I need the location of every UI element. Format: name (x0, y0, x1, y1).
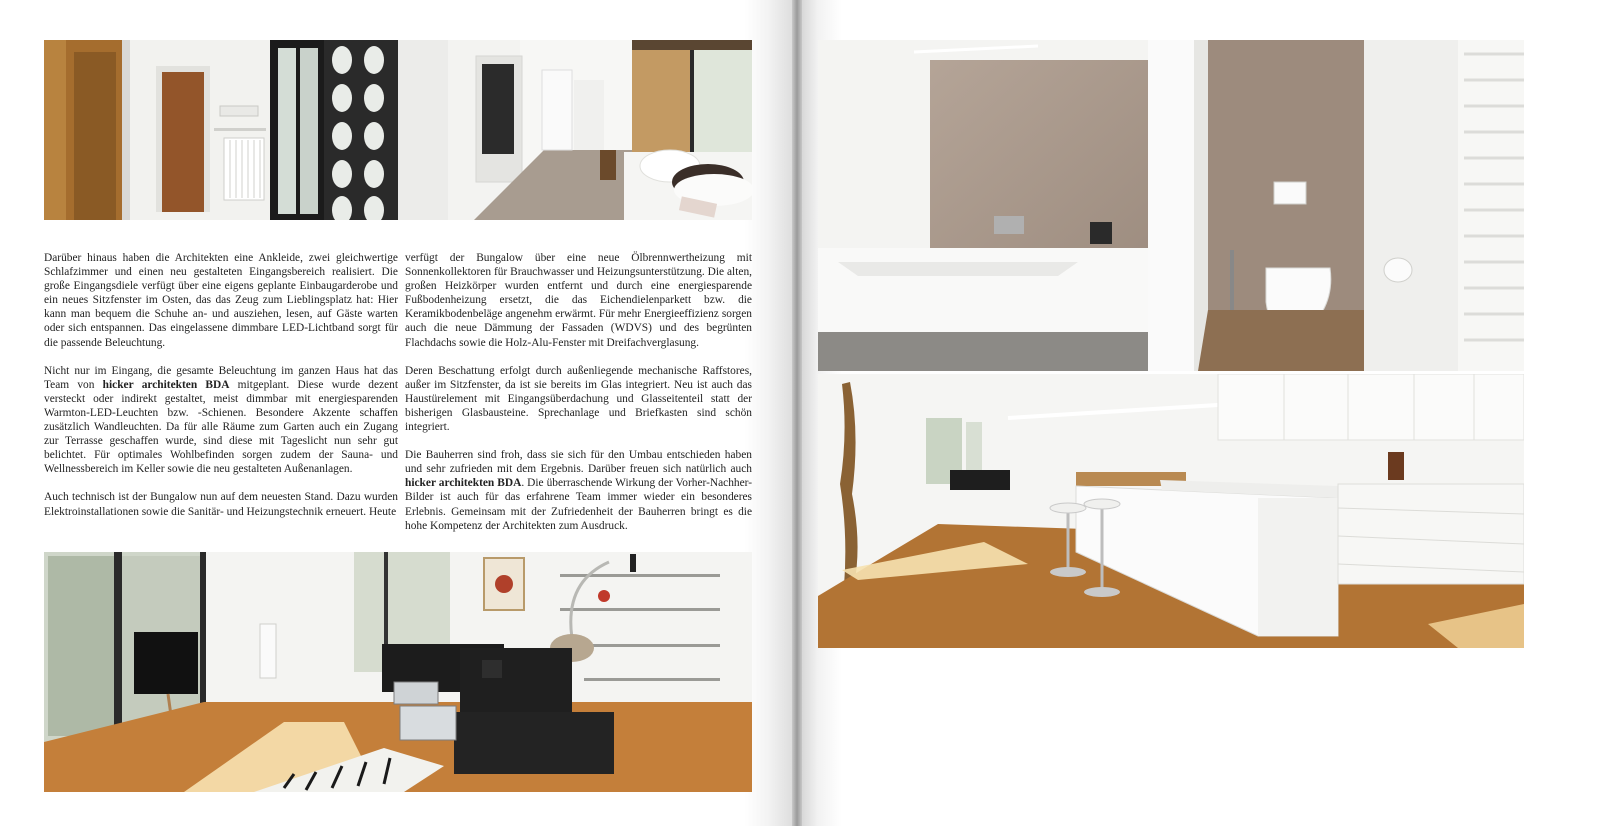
paragraph: Deren Beschattung erfolgt durch außenliegende mechanische Raffstores, außer im Sitzfenster, da ist sie bereits im Glas integriert. Neu ist auch das Haustürelement mit Eingangsüberdachung und Glasseitenteil statt der bisherigen Glasbausteine. Sprechanlage und Briefkasten sind schön integriert. (405, 364, 752, 434)
paragraph: Auch technisch ist der Bungalow nun auf dem neuesten Stand. Dazu wurden Elektroinstallationen sowie die Sanitär- und Heizungstechnik erneuert. Heute (44, 491, 398, 518)
left-page (0, 0, 792, 826)
bathroom-photo (818, 40, 1524, 371)
entrance-hall-photo (44, 40, 752, 220)
paragraph-text: Nicht nur im Eingang, die gesamte Beleuchtung im ganzen Haus hat das Team von (44, 364, 398, 391)
right-page (802, 0, 1600, 826)
paragraph (44, 364, 398, 477)
paragraph-text: . Die überraschende Wirkung der Vorher-Nachher-Bilder ist auch für das erfahrene Team immer wieder ein besonderes Erlebnis. Gemeinsam mit der Zufriedenheit der Bauherren bringt es die hohe Kompetenz der Architekten zum Ausdruck. (405, 477, 753, 532)
architect-name: hicker architekten BDA (102, 378, 230, 391)
paragraph-text: mitgeplant. Diese wurde dezent versteckt oder indirekt gestaltet, meist dimmbar mit energiesparenden Warmton-LED-Leuchten bzw. -Schienen. Besondere Akzente schaffen zusätzlich Wandleuchten. Da für alle Räume zum Garten auch ein Zugang zur Terrasse geschaffen wurde, sind diese mit Tageslicht nun sehr gut belichtet. Für optimales Wohlbefinden sorgen zudem der Sauna- und Wellnessbereich im Keller sowie die neu gestalteten Außenanlagen. (44, 378, 399, 476)
paragraph: verfügt der Bungalow über eine neue Ölbrennwertheizung mit Sonnenkollektoren für Brauchwasser und Heizungsunterstützung. Die alten, großen Heizkörper wurden entfernt und durch eine energiesparende Fußbodenheizung ersetzt, die das Eichendielenparkett bzw. die Keramikbodenbeläge angenehm erwärmt. Für mehr Energieeffizienz sorgen auch die neue Dämmung der Fassaden (WDVS) und des begrünten Flachdachs sowie die Holz-Alu-Fenster mit Dreifachverglasung. (405, 252, 752, 349)
book-gutter (792, 0, 802, 826)
paragraph (405, 448, 752, 533)
paragraph-text: Die Bauherren sind froh, dass sie sich für den Umbau entschieden haben und sehr zufrieden mit dem Ergebnis. Darüber freuen sich natürlich auch (405, 449, 752, 476)
text-column-right (405, 251, 752, 533)
kitchen-photo (818, 374, 1524, 648)
paragraph: Darüber hinaus haben die Architekten eine Ankleide, zwei gleichwertige Schlafzimmer und einen neu gestalteten Eingangsbereich realisiert. Die große Eingangsdiele verfügt über eine eigens geplante Einbaugarderobe und ein neues Sitzfenster im Osten, das das Zeug zum Lieblingsplatz hat: Hier kann man bequem die Schuhe an- und ausziehen, lesen, auf Gäste warten oder sich entspannen. Das eingelassene dimmbare LED-Lichtband sorgt für die passende Beleuchtung. (44, 252, 398, 349)
architect-name: hicker architekten BDA (405, 477, 522, 490)
living-room-photo (44, 552, 752, 792)
text-column-left (44, 251, 398, 519)
